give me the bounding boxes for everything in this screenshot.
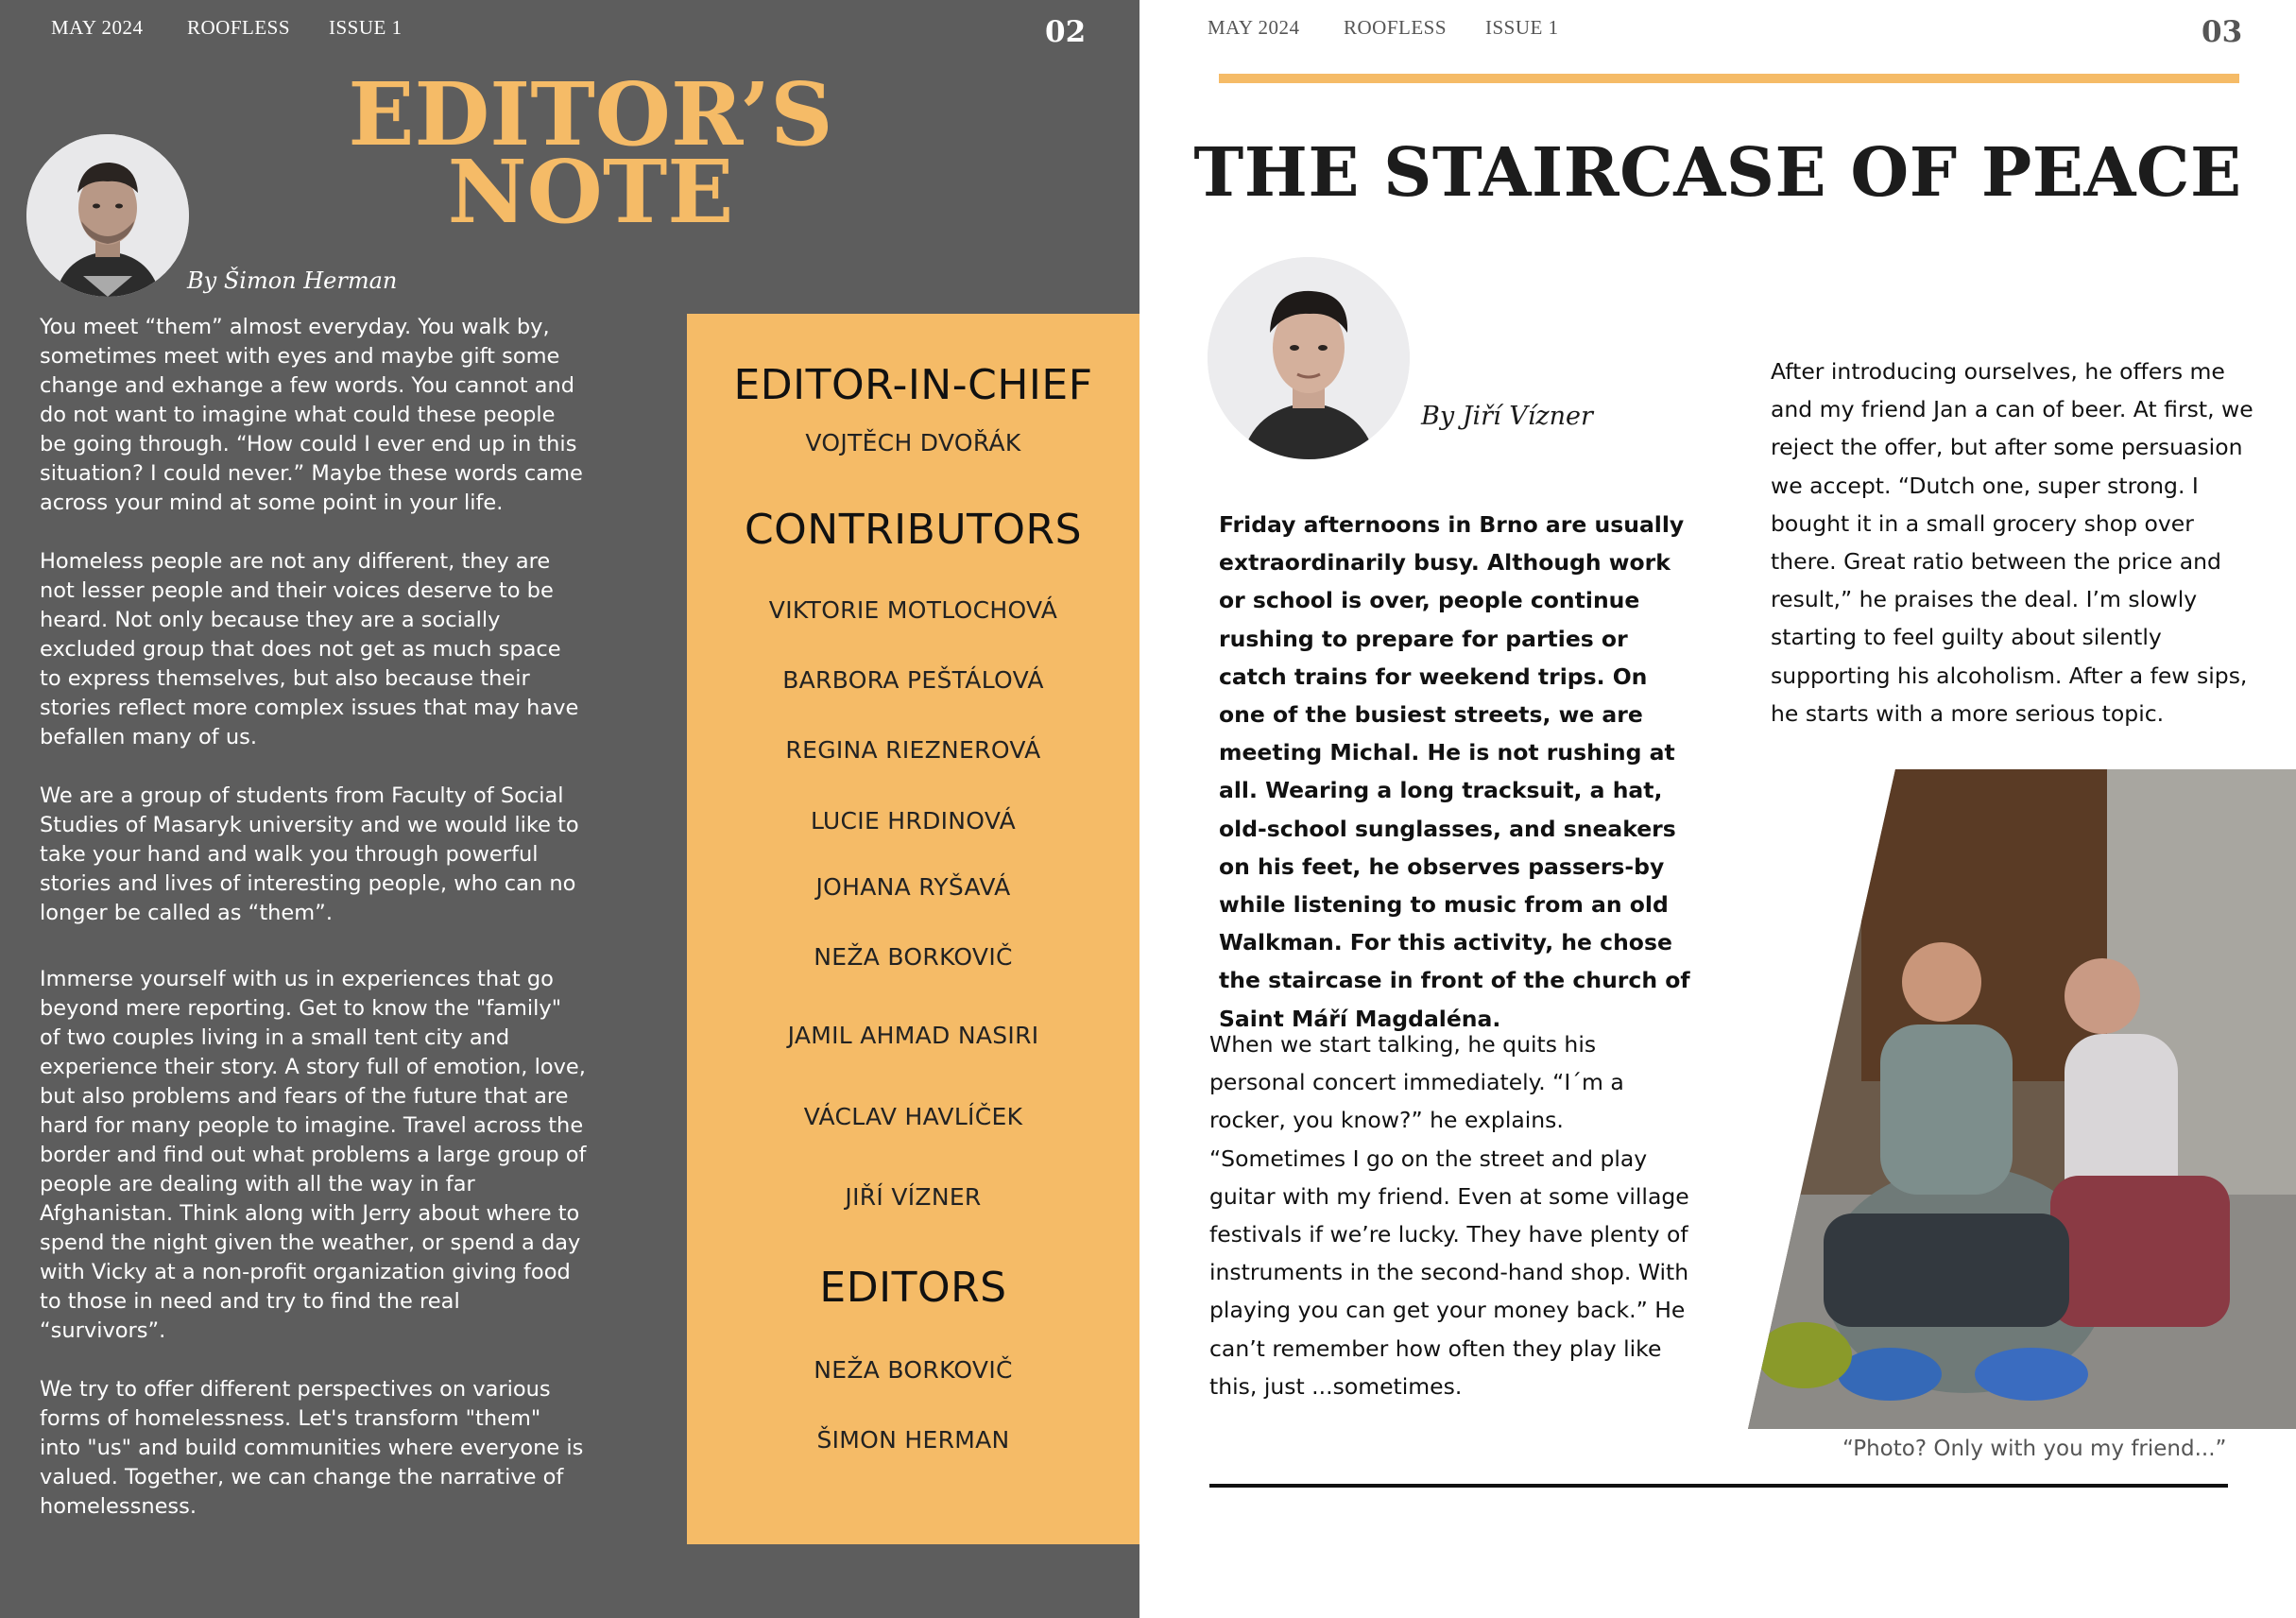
page-number: 02: [1045, 15, 1087, 49]
editors-heading: EDITORS: [819, 1264, 1007, 1312]
photo-caption: “Photo? Only with you my friend...”: [1842, 1437, 2227, 1461]
article-photo: [1748, 769, 2296, 1429]
header-publication: ROOFLESS: [187, 16, 291, 39]
author-avatar: [1208, 257, 1410, 459]
editor-name: NEŽA BORKOVIČ: [814, 1356, 1013, 1384]
contributor-name: NEŽA BORKOVIČ: [814, 943, 1013, 971]
editors-note-title-line2: NOTE: [447, 141, 734, 243]
article-paragraph: After introducing ourselves, he offers me and my friend Jan a can of beer. At first, we reject the offer, but after some persuasion we accept. “Dutch one, super strong. I bought it in a small grocery shop over there. Great ratio between the price and result,” he praises the deal. I’m slowly starting to feel guilty about silently supporting his alcoholism. After a few sips, he starts with a more serious topic.: [1771, 358, 2253, 727]
editors-note-paragraph: Immerse yourself with us in experiences that go beyond mere reporting. Get to know the "family" of two couples living in a small tent city and experience their story. A story full of emotion, love, but also problems and fears of the future that are hard for many people to imagine. Travel across the border and find out what problems a large group of people are dealing with all the way in far Afghanistan. Think along with Jerry about where to spend the night given the weather, or spend a day with Vicky at a non-profit organization giving food to those in need and try to find the real “survivors”.: [40, 967, 587, 1343]
editors-note-body: [40, 313, 588, 1522]
contributor-name: BARBORA PEŠTÁLOVÁ: [782, 666, 1044, 694]
contributors-heading: CONTRIBUTORS: [744, 506, 1083, 554]
editor-in-chief-heading: EDITOR-IN-CHIEF: [733, 361, 1093, 409]
editor-in-chief-name: VOJTĚCH DVOŘÁK: [805, 429, 1021, 456]
right-page: [1139, 0, 2296, 1618]
left-page: [0, 0, 1139, 1618]
credits-box: [687, 314, 1139, 1544]
contributor-name: VÁCLAV HAVLÍČEK: [803, 1103, 1023, 1130]
contributor-name: LUCIE HRDINOVÁ: [810, 807, 1017, 835]
contributor-name: JIŘÍ VÍZNER: [845, 1183, 982, 1211]
author-portrait-icon: [1208, 257, 1410, 459]
header-issue: ISSUE 1: [329, 16, 403, 39]
header-divider: [1219, 74, 2239, 83]
contributor-name: JOHANA RYŠAVÁ: [815, 873, 1011, 901]
header-publication: ROOFLESS: [1344, 16, 1448, 39]
page-number: 03: [2202, 15, 2243, 49]
article-title: THE STAIRCASE OF PEACE: [1193, 132, 2242, 212]
article-paragraph: When we start talking, he quits his personal concert immediately. “I´m a rocker, you know?” he explains. “Sometimes I go on the street and play guitar with my friend. Even at some village festivals if we’re lucky. They have plenty of instruments in the second-hand shop. With playing you can get your money back.” He can’t remember how often they play like this, just ...sometimes.: [1209, 1031, 1689, 1400]
editors-note-paragraph: You meet “them” almost everyday. You walk by, sometimes meet with eyes and maybe gift some change and exhange a few words. You cannot and do not want to imagine what could these people be going through. “How could I ever end up in this situation? I could never.” Maybe these words came across your mind at some point in your life.: [40, 315, 583, 515]
editors-note-paragraph: Homeless people are not any different, they are not lesser people and their voices deserve to be heard. Not only because they are a socially excluded group that does not get as much space to express themselves, but also because their stories reflect more complex issues that may have befallen many of us.: [40, 549, 579, 749]
editors-note-title-line1: EDITOR’S: [348, 63, 833, 165]
author-portrait-icon: [26, 134, 189, 297]
author-avatar: [26, 134, 189, 297]
article-lead-paragraph: Friday afternoons in Brno are usually extraordinarily busy. Although work or school is over, people continue rushing to prepare for parties or catch trains for weekend trips. On one of the busiest streets, we are meeting Michal. He is not rushing at all. Wearing a long tracksuit, a hat, old-school sunglasses, and sneakers on his feet, he observes passers-by while listening to music from an old Walkman. For this activity, he chose the staircase in front of the church of Saint Máří Magdaléna.: [1219, 511, 1690, 1032]
bottom-divider: [1209, 1484, 2228, 1488]
editors-note-paragraph: We try to offer different perspectives on various forms of homelessness. Let's transform "them" into "us" and build communities where everyone is valued. Together, we can change the narrative of homelessness.: [40, 1377, 584, 1519]
contributor-name: VIKTORIE MOTLOCHOVÁ: [768, 596, 1058, 624]
article-photo-image: [1748, 769, 2296, 1429]
header-date: MAY 2024: [51, 16, 144, 39]
editors-note-paragraph: We are a group of students from Faculty of Social Studies of Masaryk university and we would like to take your hand and walk you through powerful stories and lives of interesting people, who can no longer be called as “them”.: [40, 783, 579, 925]
contributor-name: REGINA RIEZNEROVÁ: [785, 736, 1041, 764]
editor-name: ŠIMON HERMAN: [816, 1426, 1010, 1454]
header-issue: ISSUE 1: [1485, 16, 1559, 39]
contributor-name: JAMIL AHMAD NASIRI: [787, 1022, 1039, 1049]
editors-note-byline: By Šimon Herman: [187, 267, 398, 294]
header-date: MAY 2024: [1208, 16, 1300, 39]
article-byline: By Jiří Vízner: [1421, 402, 1593, 431]
